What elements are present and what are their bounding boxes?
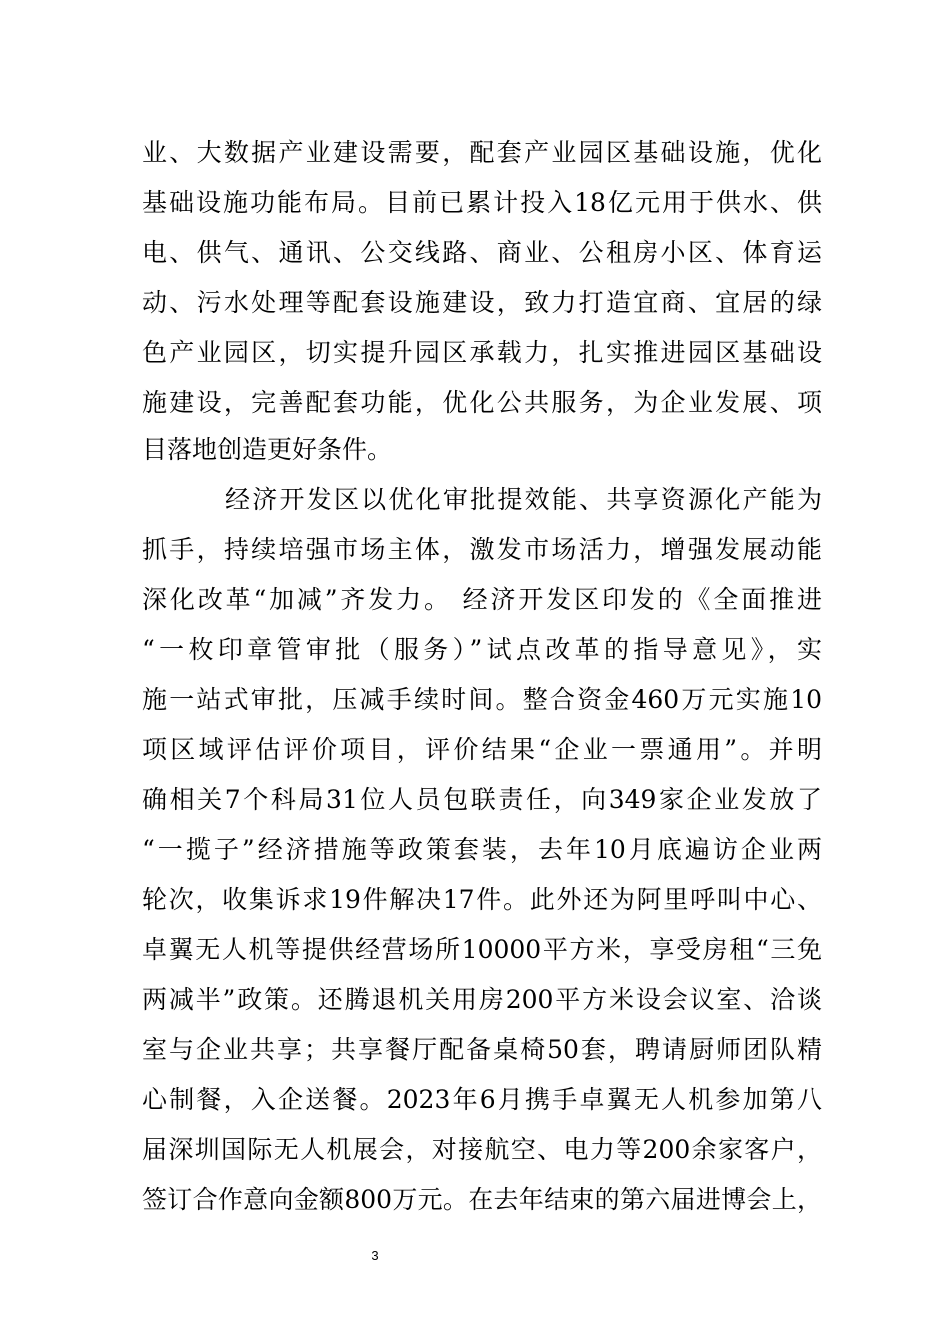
paragraph-2-line-5: 施一站式审批，压减手续时间。整合资金460万元实施10 (142, 685, 822, 714)
paragraph-2-line-4: “一枚印章管审批（服务）”试点改革的指导意见》，实 (142, 635, 822, 664)
paragraph-2-line-8: “一揽子”经济措施等政策套装，去年10月底遍访企业两 (142, 835, 822, 864)
paragraph-2-line-6: 项区域评估评价项目，评价结果“企业一票通用”。并明 (142, 735, 822, 764)
paragraph-2-line-2: 抓手，持续培强市场主体，激发市场活力，增强发展动能 (142, 535, 822, 564)
paragraph-2-line-7: 确相关7个科局31位人员包联责任，向349家企业发放了 (142, 785, 822, 814)
paragraph-2-line-12: 室与企业共享；共享餐厅配备桌椅50套，聘请厨师团队精 (142, 1035, 822, 1064)
paragraph-1-line-1: 业、大数据产业建设需要，配套产业园区基础设施，优化 (142, 138, 822, 167)
paragraph-2-line-15: 签订合作意向金额800万元。在去年结束的第六届进博会上， (142, 1185, 822, 1214)
paragraph-2-line-9: 轮次，收集诉求19件解决17件。此外还为阿里呼叫中心、 (142, 885, 822, 914)
paragraph-2-line-3: 深化改革“加减”齐发力。 经济开发区印发的《全面推进 (142, 585, 822, 614)
page-number: 3 (371, 1248, 379, 1263)
paragraph-1-line-4: 动、污水处理等配套设施建设，致力打造宜商、宜居的绿 (142, 288, 822, 317)
paragraph-1-line-5: 色产业园区，切实提升园区承载力，扎实推进园区基础设 (142, 338, 822, 367)
paragraph-1-line-7: 目落地创造更好条件。 (142, 435, 393, 464)
paragraph-1-line-3: 电、供气、通讯、公交线路、商业、公租房小区、体育运 (142, 238, 822, 267)
paragraph-2-line-14: 届深圳国际无人机展会，对接航空、电力等200余家客户， (142, 1135, 822, 1164)
paragraph-2-line-10: 卓翼无人机等提供经营场所10000平方米，享受房租“三免 (142, 935, 822, 964)
paragraph-2-line-13: 心制餐，入企送餐。2023年6月携手卓翼无人机参加第八 (142, 1085, 822, 1114)
paragraph-1-line-6: 施建设，完善配套功能，优化公共服务，为企业发展、项 (142, 388, 822, 417)
paragraph-2-line-1: 经济开发区以优化审批提效能、共享资源化产能为 (225, 485, 822, 514)
paragraph-2-line-11: 两减半”政策。还腾退机关用房200平方米设会议室、洽谈 (142, 985, 822, 1014)
paragraph-1-line-2: 基础设施功能布局。目前已累计投入18亿元用于供水、供 (142, 188, 822, 217)
